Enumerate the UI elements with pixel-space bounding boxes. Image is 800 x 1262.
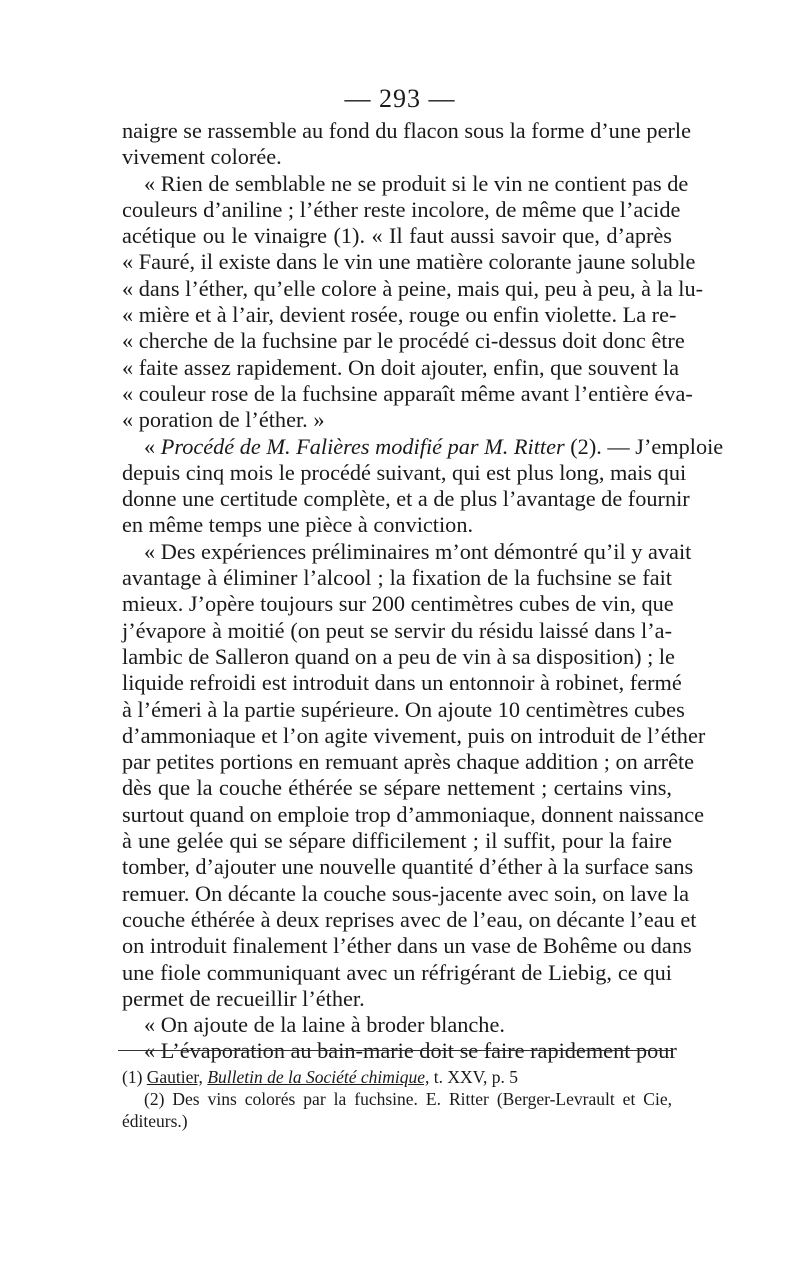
heading-prefix: « [144,433,161,459]
text-line: avantage à éliminer l’alcool ; la fixation de la fuchsine se fait [122,565,672,591]
text-line: on introduit finalement l’éther dans un vase de Bohême ou dans [122,933,692,959]
text-line: « dans l’éther, qu’elle colore à peine, mais qui, peu à peu, à la lu- [122,275,704,301]
text-line: tomber, d’ajouter une nouvelle quantité d’éther à la surface sans [122,854,694,880]
footnote-author: Gautier, [146,1067,203,1087]
footnote-number: (1) [122,1067,143,1087]
text-line: une fiole communiquant avec un réfrigérant de Liebig, ce qui [122,959,672,985]
text-line: en même temps une pièce à conviction. [122,512,474,538]
text-line: « faite assez rapidement. On doit ajouter, enfin, que souvent la [122,354,679,380]
text-line: « mière et à l’air, devient rosée, rouge ou enfin violette. La re- [122,302,677,328]
text-line: à l’émeri à la partie supérieure. On ajoute 10 centimètres cubes [122,696,685,722]
text-line: d’ammoniaque et l’on agite vivement, puis on introduit de l’éther [122,722,706,748]
text-line: « poration de l’éther. » [122,407,325,433]
text-line: lambic de Salleron quand on a peu de vin à sa disposition) ; le [122,643,675,669]
footnote-2: (2) Des vins colorés par la fuchsine. E. Ritter (Berger-Levrault et Cie, [144,1089,672,1109]
text-line: « Rien de semblable ne se produit si le vin ne contient pas de [144,170,689,196]
footnote-1 [122,1066,672,1088]
text-line: acétique ou le vinaigre (1). « Il faut aussi savoir que, d’après [122,223,672,249]
text-line: à une gelée qui se sépare difficilement ; il suffit, pour la faire [122,828,672,854]
text-line: j’évapore à moitié (on peut se servir du résidu laissé dans l’a- [122,617,672,643]
heading-suffix: (2). — J’emploie [564,433,724,459]
text-line: dès que la couche éthérée se sépare nettement ; certains vins, [122,775,672,801]
text-line: « couleur rose de la fuchsine apparaît même avant l’entière éva- [122,380,693,406]
text-line: permet de recueillir l’éther. [122,985,365,1011]
footnote-2-continued: éditeurs.) [122,1111,188,1131]
section-heading-line [122,433,724,460]
text-line: « L’évaporation au bain-marie doit se faire rapidement pour [144,1038,677,1064]
text-line: couche éthérée à deux reprises avec de l’eau, on décante l’eau et [122,906,697,932]
footnote-journal: Bulletin de la Société chimique, [207,1067,430,1087]
text-line: liquide refroidi est introduit dans un entonnoir à robinet, fermé [122,670,682,696]
text-line: « On ajoute de la laine à broder blanche. [144,1012,505,1038]
text-line: « Des expériences préliminaires m’ont démontré qu’il y avait [144,538,692,564]
section-heading-title: Procédé de M. Falières modifié par M. Ritter [160,433,565,459]
text-line: « Fauré, il existe dans le vin une matière colorante jaune soluble [122,249,696,275]
text-line: mieux. J’opère toujours sur 200 centimètres cubes de vin, que [122,591,674,617]
text-line: remuer. On décante la couche sous-jacente avec soin, on lave la [122,880,690,906]
text-line: naigre se rassemble au fond du flacon sous la forme d’une perle [122,118,691,143]
text-line: depuis cinq mois le procédé suivant, qui est plus long, mais qui [122,459,687,485]
body-text [122,118,724,1065]
text-line: vivement colorée. [122,144,282,170]
text-line: donne une certitude complète, et a de plus l’avantage de fournir [122,486,690,512]
text-line: par petites portions en remuant après chaque addition ; on arrête [122,749,695,775]
footnote-reference: t. XXV, p. 5 [433,1067,519,1087]
page-number: — 293 — [344,84,456,113]
text-line: surtout quand on emploie trop d’ammoniaque, donnent naissance [122,801,705,827]
footnote-separator [118,1050,672,1051]
footnotes [122,1066,672,1132]
text-line: couleurs d’aniline ; l’éther reste incolore, de même que l’acide [122,196,681,222]
text-line: « cherche de la fuchsine par le procédé ci-dessus doit donc être [122,328,685,354]
